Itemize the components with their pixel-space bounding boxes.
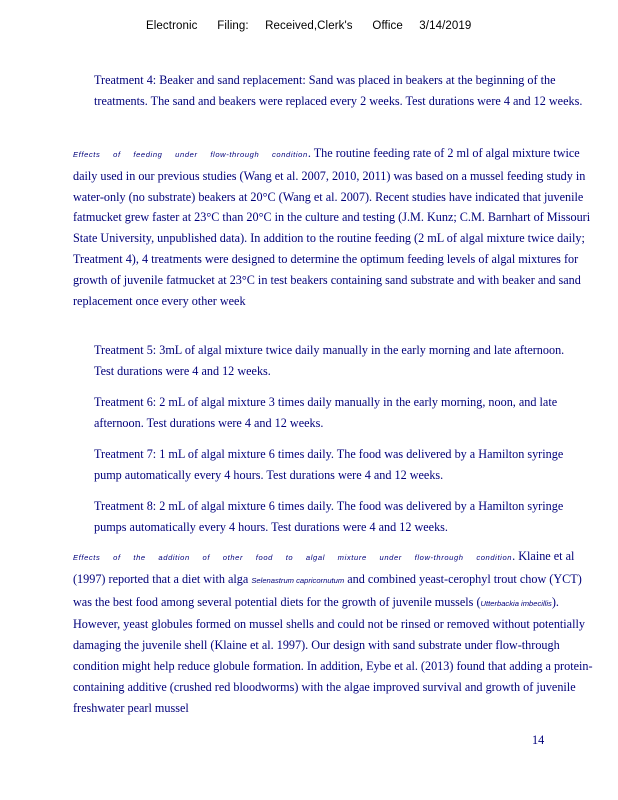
treatment-4-paragraph: Treatment 4: Beaker and sand replacement: Sand was placed in beakers at the beginning of the treatments. The sand and beakers were replaced every 2 weeks. Test durations were 4 and 12 weeks. [94,73,583,108]
other-food-text-2: and combined yeast-cerophyl trout chow (YCT) was the best food among several potential diets for the growth of juvenile mussels ( [73,571,582,609]
feeding-effects-heading: Effects of feeding under flow-through condition [73,150,308,159]
other-food-heading: Effects of the addition of other food to algal mixture under flow-through condition [73,553,513,562]
other-food-text-1: . Klaine et al (1997) reported that a diet with alga [73,549,575,586]
filing-header: Electronic Filing: Received,Clerk's Office 3/14/2019 [146,20,472,32]
treatment-6-paragraph: Treatment 6: 2 mL of algal mixture 3 times daily manually in the early morning, noon, and late afternoon. Test durations were 4 and 12 weeks. [94,395,558,430]
other-food-text-3: ). However, yeast globules formed on mussel shells and could not be rinsed or removed without potentially damaging the juvenile shell (Klaine et al. 1997). Our design with sand substrate under flow-through condition might help reduce globule formation. In addition, Eybe et al. (2013) found that adding a protein-containing additive (crushed red bloodworms) with the algae improved survival and growth of juvenile freshwater pearl mussel [73,594,593,715]
treatment-5-paragraph: Treatment 5: 3mL of algal mixture twice daily manually in the early morning and late afternoon. Test durations were 4 and 12 weeks. [94,343,565,378]
species-name-utterbackia: Utterbackia imbecillis [480,598,552,608]
other-food-paragraph [73,546,593,718]
treatment-7-paragraph: Treatment 7: 1 mL of algal mixture 6 times daily. The food was delivered by a Hamilton syringe pump automatically every 4 hours. Test durations were 4 and 12 weeks. [94,447,564,482]
feeding-effects-paragraph [73,143,601,311]
feeding-effects-text: . The routine feeding rate of 2 ml of algal mixture twice daily used in our previous studies (Wang et al. 2007, 2010, 2011) was based on a mussel feeding study in water-only (no substrate) beakers at 20°C (Wang et al. 2007). Recent studies have indicated that juvenile fatmucket grew faster at 23°C than 20°C in the culture and testing (J.M. Kunz; C.M. Barnhart of Missouri State University, unpublished data). In addition to the routine feeding (2 mL of algal mixture twice daily; Treatment 4), 4 treatments were designed to determine the optimum feeding levels of algal mixtures for growth of juvenile fatmucket at 23°C in test beakers containing sand substrate and with beaker and sand replacement once every other week [73,146,591,308]
treatment-8-paragraph: Treatment 8: 2 mL of algal mixture 6 times daily. The food was delivered by a Hamilton syringe pumps automatically every 4 hours. Test durations were 4 and 12 weeks. [94,499,564,534]
species-name-selenastrum: Selenastrum capricornutum [251,575,345,585]
page-number: 14 [532,733,545,747]
